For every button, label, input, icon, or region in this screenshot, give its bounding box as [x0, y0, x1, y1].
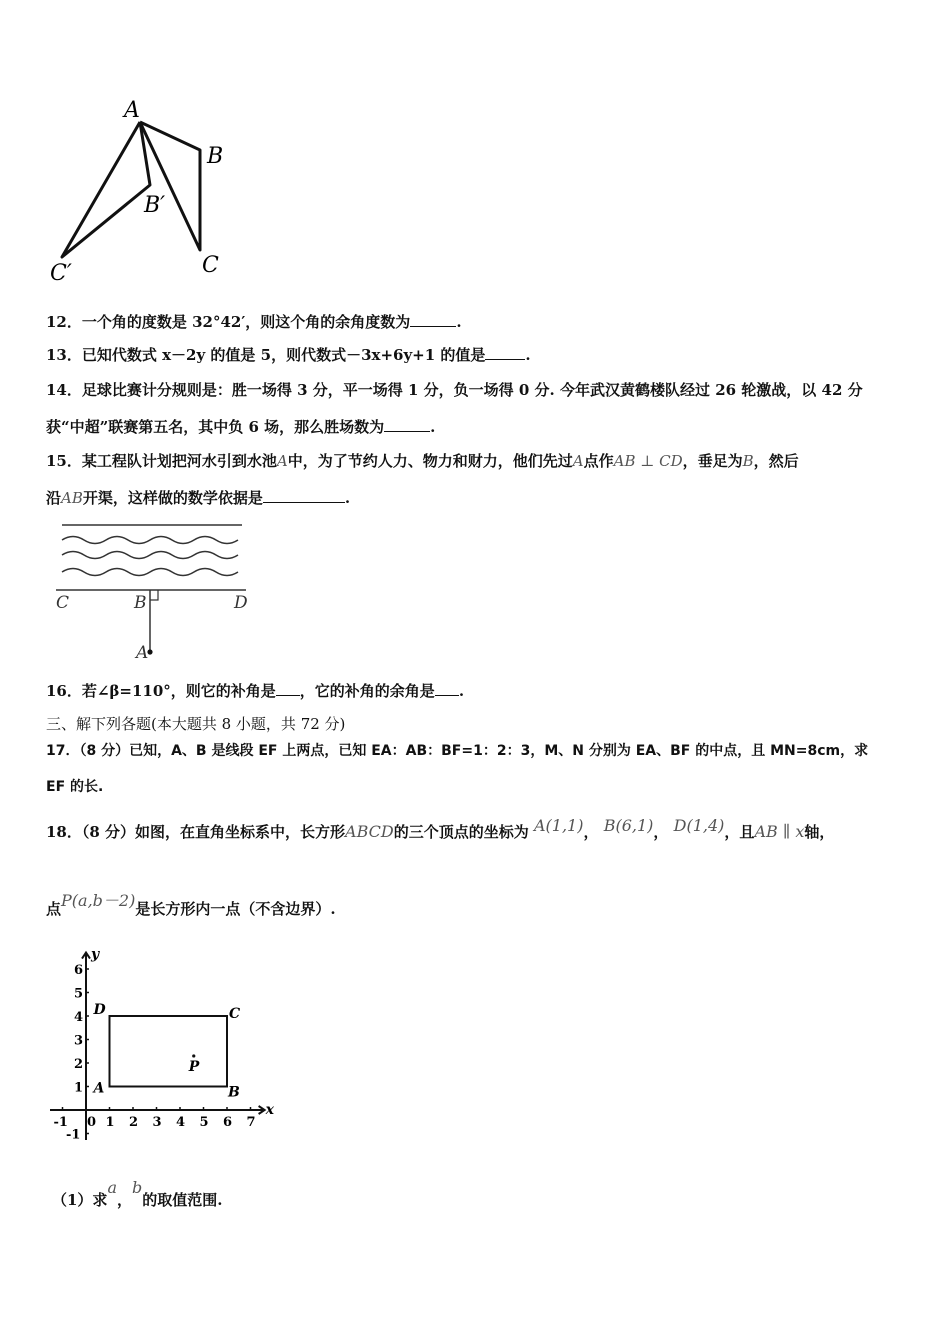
y-tick-label: 1: [74, 1080, 84, 1096]
answer-blank[interactable]: [485, 345, 525, 360]
label-b: B: [207, 144, 224, 169]
y-tick-label: 2: [74, 1057, 84, 1072]
label-b: B: [134, 593, 147, 613]
answer-blank[interactable]: [384, 417, 430, 432]
triangle-figure: [40, 95, 240, 290]
point-p-label: P: [188, 1058, 200, 1075]
label-b-prime: B′: [144, 193, 166, 218]
x-tick-label: 2: [129, 1115, 139, 1130]
x-tick-label: 7: [246, 1115, 256, 1130]
x-tick-label: -1: [53, 1115, 68, 1130]
river-figure: [48, 515, 263, 665]
point-p-dot: [192, 1054, 195, 1057]
label-d: D: [234, 593, 248, 613]
section-heading: 三、解下列各题(本大题共 8 小题，共 72 分): [46, 715, 346, 733]
x-tick-label: 6: [223, 1115, 233, 1130]
y-tick-label: 4: [74, 1010, 84, 1025]
question-15-line1: 15．某工程队计划把河水引到水池A中，为了节约人力、物力和财力，他们先过A点作AB ⊥ CD，垂足为B，然后: [46, 452, 799, 470]
y-axis-label: y: [91, 946, 100, 963]
question-16: 16．若∠β=110°，则它的补角是 ，它的补角的余角是 .: [46, 682, 465, 700]
x-axis-label: x: [265, 1102, 274, 1118]
question-17-line2: EF 的长.: [46, 779, 104, 795]
label-c: C: [202, 253, 219, 278]
answer-blank[interactable]: [435, 681, 459, 696]
question-15-line2: 沿AB开渠，这样做的数学依据是 .: [46, 489, 351, 507]
x-tick-label: 3: [152, 1115, 162, 1130]
question-12: 12．一个角的度数是 32°42′，则这个角的余角度数为 .: [46, 313, 462, 331]
point-a-label: A: [93, 1080, 105, 1097]
y-tick-label: 3: [74, 1033, 84, 1049]
rectangle-abcd: [110, 1016, 228, 1087]
question-14-line2: 获“中超”联赛第五名，其中负 6 场，那么胜场数为 .: [46, 418, 436, 436]
question-17-line1: 17．（8 分）已知，A、B 是线段 EF 上两点，已知 EA：AB：BF=1：2：3，M、N 分别为 EA、BF 的中点，且 MN=8cm，求: [46, 743, 869, 759]
y-tick-label: -1: [66, 1127, 81, 1140]
x-tick-label: 1: [105, 1115, 115, 1130]
x-tick-label: 5: [199, 1115, 209, 1130]
question-14-line1: 14．足球比赛计分规则是：胜一场得 3 分，平一场得 1 分，负一场得 0 分. 今年武汉黄鹤楼队经过 26 轮激战，以 42 分: [46, 381, 863, 399]
answer-blank[interactable]: [410, 312, 456, 327]
label-c: C: [56, 593, 70, 613]
answer-blank[interactable]: [276, 681, 300, 696]
answer-blank[interactable]: [263, 488, 345, 503]
ticks: [54, 963, 256, 1140]
point-c-label: C: [229, 1006, 241, 1022]
label-a: A: [124, 98, 140, 123]
y-tick-label: 6: [74, 963, 84, 978]
x-tick-label: 4: [176, 1115, 186, 1130]
x-tick-label: 0: [87, 1115, 97, 1130]
question-18-line2: 点P(a,b－2)是长方形内一点（不含边界）.: [46, 891, 336, 918]
question-13: 13．已知代数式 x－2y 的值是 5，则代数式－3x+6y+1 的值是 .: [46, 346, 531, 364]
question-18-part1: （1）求a，b的取值范围.: [52, 1178, 223, 1209]
question-18-line1: 18．（8 分）如图，在直角坐标系中，长方形ABCD的三个顶点的坐标为 A(1,1)， B(6,1)， D(1,4)，且AB ∥ x轴，: [46, 816, 835, 841]
coordinate-figure: [40, 940, 290, 1140]
label-a: A: [136, 643, 149, 663]
point-b-label: B: [228, 1084, 240, 1101]
label-c-prime: C′: [50, 261, 72, 286]
point-d-label: D: [93, 1002, 106, 1018]
y-tick-label: 5: [74, 986, 84, 1002]
